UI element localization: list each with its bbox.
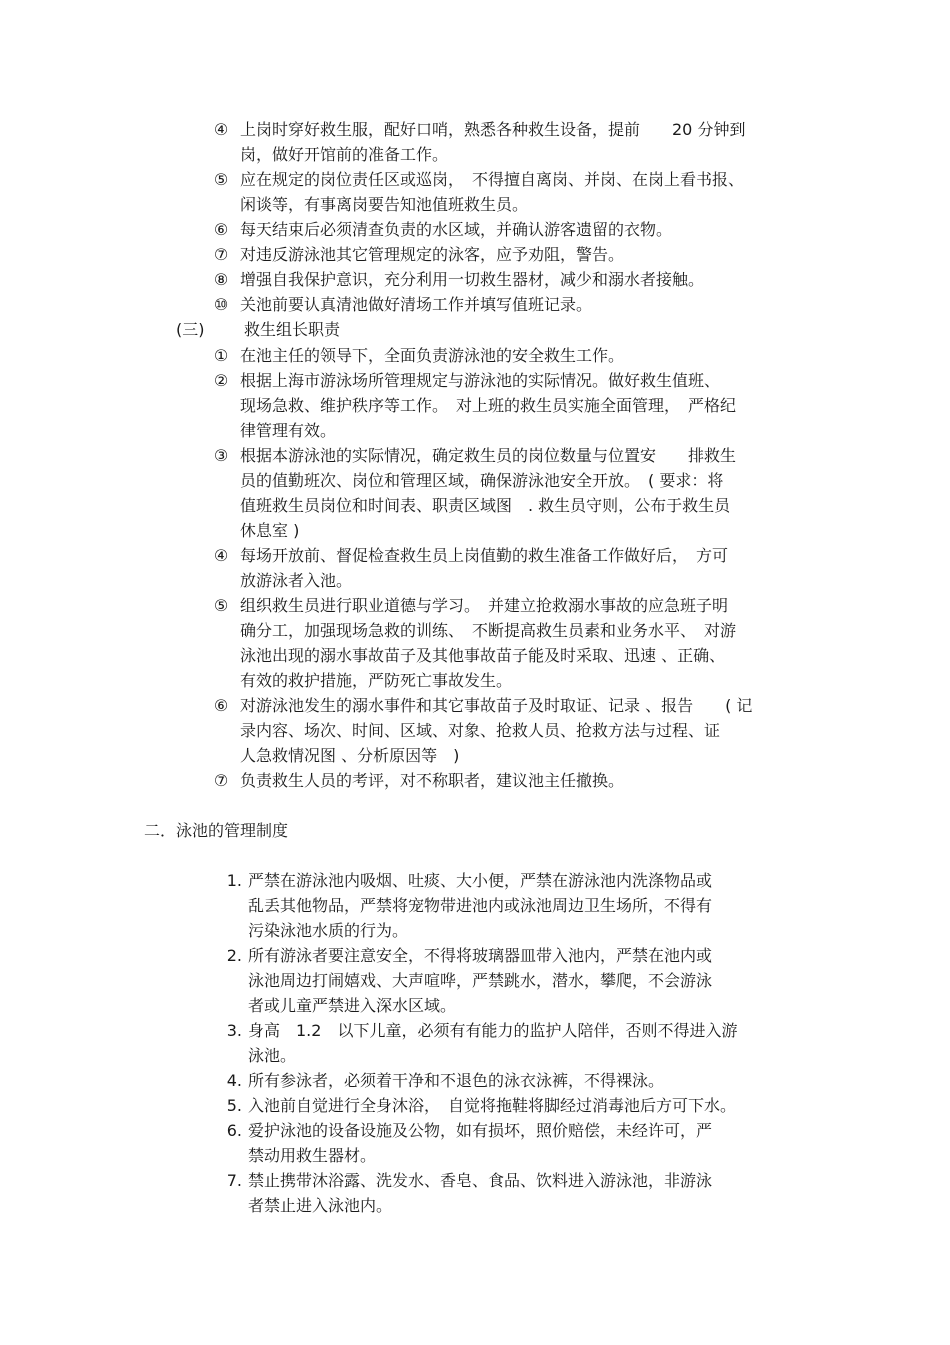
duty-line: 确分工，加强现场急救的训练、 不断提高救生员素和业务水平、 对游	[240, 621, 737, 640]
section-heading: 二．泳池的管理制度	[144, 821, 289, 840]
duty-line: 人急救情况图 、分析原因等 )	[240, 746, 460, 765]
section-3-title: 救生组长职责	[244, 320, 341, 339]
list-marker: 2.	[226, 946, 242, 965]
list-marker: ④	[213, 546, 229, 565]
rule-line: 所有游泳者要注意安全，不得将玻璃器皿带入池内，严禁在池内或	[248, 946, 713, 965]
duty-line: 应在规定的岗位责任区或巡岗， 不得擅自离岗、并岗、在岗上看书报、	[240, 170, 745, 189]
duty-item-5	[208, 167, 808, 217]
rule-item-2	[218, 943, 818, 1018]
leader-duty-7	[208, 768, 808, 793]
duty-line: 对违反游泳池其它管理规定的泳客，应予劝阻，警告。	[240, 245, 625, 264]
list-marker: 3.	[226, 1021, 242, 1040]
duty-item-8	[208, 267, 808, 292]
rule-line: 泳池。	[248, 1046, 297, 1065]
duty-item-10	[208, 292, 808, 317]
duty-line: 增强自我保护意识，充分利用一切救生器材，减少和溺水者接触。	[240, 270, 705, 289]
list-marker: 4.	[226, 1071, 242, 1090]
list-marker: ④	[213, 120, 229, 139]
leader-duty-5	[208, 593, 808, 693]
list-marker: 6.	[226, 1121, 242, 1140]
duty-line: 对游泳池发生的溺水事件和其它事故苗子及时取证、记录 、报告 ( 记	[240, 696, 753, 715]
duty-line: 负责救生人员的考评，对不称职者，建议池主任撤换。	[240, 771, 625, 790]
list-marker: ⑥	[213, 220, 229, 239]
list-marker: ⑦	[213, 245, 229, 264]
duty-line: 根据本游泳池的实际情况，确定救生员的岗位数量与位置安 排救生	[240, 446, 737, 465]
duty-line: 休息室 )	[240, 521, 300, 540]
duty-line: 关池前要认真清池做好清场工作并填写值班记录。	[240, 295, 593, 314]
rule-item-5	[218, 1093, 818, 1118]
duty-line: 放游泳者入池。	[240, 571, 353, 590]
duty-item-6	[208, 217, 808, 242]
duty-line: 闲谈等，有事离岗要告知池值班救生员。	[240, 195, 529, 214]
rule-line: 乱丢其他物品，严禁将宠物带进池内或泳池周边卫生场所，不得有	[248, 896, 713, 915]
duty-line: 员的值勤班次、岗位和管理区域，确保游泳池安全开放。 ( 要求：将	[240, 471, 724, 490]
list-marker: 1.	[226, 871, 242, 890]
duty-line: 有效的救护措施，严防死亡事故发生。	[240, 671, 513, 690]
leader-duty-6	[208, 693, 808, 768]
leader-duty-3	[208, 443, 808, 543]
rule-line: 污染泳池水质的行为。	[248, 921, 409, 940]
duty-line: 每天结束后必须清查负责的水区域，并确认游客遗留的衣物。	[240, 220, 673, 239]
duty-line: 录内容、场次、时间、区域、对象、抢救人员、抢救方法与过程、证	[240, 721, 721, 740]
list-marker: ①	[213, 346, 229, 365]
rule-item-6	[218, 1118, 818, 1168]
section-3-label: (三)	[176, 320, 205, 339]
list-marker: ②	[213, 371, 229, 390]
rule-item-1	[218, 868, 818, 943]
leader-duty-2	[208, 368, 808, 443]
rule-line: 身高 1.2 以下儿童，必须有有能力的监护人陪伴，否则不得进入游	[248, 1021, 738, 1040]
duty-line: 在池主任的领导下，全面负责游泳池的安全救生工作。	[240, 346, 625, 365]
duty-line: 每场开放前、督促检查救生员上岗值勤的救生准备工作做好后， 方可	[240, 546, 729, 565]
list-marker: ⑤	[213, 596, 229, 615]
list-marker: 7.	[226, 1171, 242, 1190]
duty-item-7	[208, 242, 808, 267]
duty-line: 岗，做好开馆前的准备工作。	[240, 145, 449, 164]
duty-line: 根据上海市游泳场所管理规定与游泳池的实际情况。做好救生值班、	[240, 371, 721, 390]
duty-line: 组织救生员进行职业道德与学习。 并建立抢救溺水事故的应急班子明	[240, 596, 729, 615]
duty-line: 上岗时穿好救生服，配好口哨，熟悉各种救生设备，提前 20 分钟到	[240, 120, 746, 139]
duty-item-4	[208, 117, 808, 167]
duty-line: 值班救生员岗位和时间表、职责区域图 . 救生员守则，公布于救生员	[240, 496, 731, 515]
rule-line: 严禁在游泳池内吸烟、吐痰、大小便，严禁在游泳池内洗涤物品或	[248, 871, 713, 890]
list-marker: ⑥	[213, 696, 229, 715]
rule-line: 入池前自觉进行全身沐浴， 自觉将拖鞋将脚经过消毒池后方可下水。	[248, 1096, 737, 1115]
rule-line: 泳池周边打闹嬉戏、大声喧哗，严禁跳水，潜水，攀爬，不会游泳	[248, 971, 713, 990]
rule-item-7	[218, 1168, 818, 1218]
rule-item-4	[218, 1068, 818, 1093]
rule-line: 所有参泳者，必须着干净和不退色的泳衣泳裤，不得裸泳。	[248, 1071, 665, 1090]
rule-line: 禁止携带沐浴露、洗发水、香皂、食品、饮料进入游泳池，非游泳	[248, 1171, 713, 1190]
leader-duty-1	[208, 343, 808, 368]
rule-item-3	[218, 1018, 818, 1068]
rule-line: 爱护泳池的设备设施及公物，如有损坏，照价赔偿，未经许可，严	[248, 1121, 713, 1140]
duty-line: 律管理有效。	[240, 421, 337, 440]
list-marker: 5.	[226, 1096, 242, 1115]
duty-line: 泳池出现的溺水事故苗子及其他事故苗子能及时采取、迅速 、正确、	[240, 646, 726, 665]
rule-line: 禁动用救生器材。	[248, 1146, 377, 1165]
list-marker: ③	[213, 446, 229, 465]
rule-line: 者或儿童严禁进入深水区域。	[248, 996, 457, 1015]
list-marker: ⑦	[213, 771, 229, 790]
duty-line: 现场急救、维护秩序等工作。 对上班的救生员实施全面管理， 严格纪	[240, 396, 737, 415]
rule-line: 者禁止进入泳池内。	[248, 1196, 393, 1215]
leader-duty-4	[208, 543, 808, 593]
list-marker: ⑩	[213, 295, 229, 314]
list-marker: ⑧	[213, 270, 229, 289]
list-marker: ⑤	[213, 170, 229, 189]
